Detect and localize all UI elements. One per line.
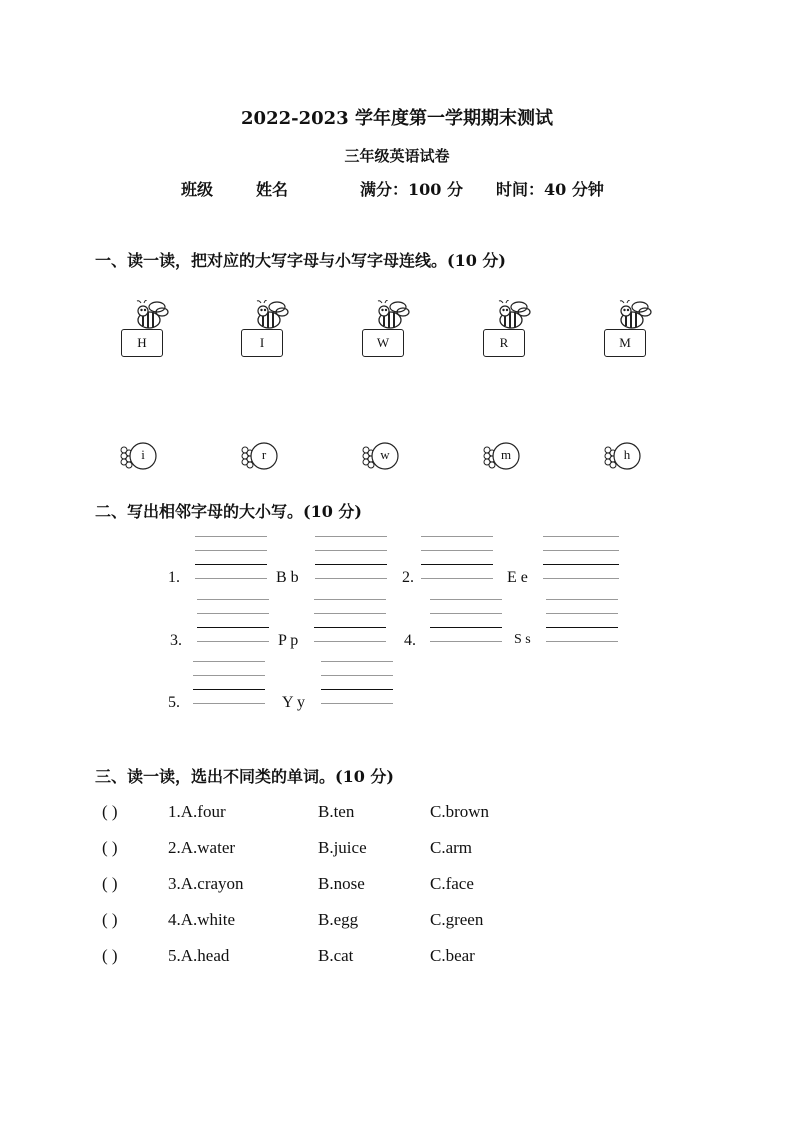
writing-lines[interactable] — [421, 536, 493, 581]
lowercase-letter: w — [380, 447, 390, 462]
lowercase-card[interactable] — [361, 441, 421, 477]
writing-lines[interactable] — [197, 599, 269, 644]
option-c: C.green — [430, 910, 484, 929]
option-c: C.brown — [430, 802, 490, 821]
option-c: C.face — [430, 874, 474, 893]
answer-blank[interactable]: ( ) — [102, 946, 118, 965]
lowercase-letter: h — [623, 447, 631, 462]
section-1-title: 一、读一读，把对应的大写字母与小写字母连线。(10 分) — [95, 251, 506, 270]
letter-pair: Y y — [282, 694, 305, 711]
writing-lines[interactable] — [543, 536, 619, 581]
answer-blank[interactable]: ( ) — [102, 802, 118, 821]
uppercase-letter: W — [362, 329, 404, 357]
option-a: 4.A.white — [168, 910, 236, 929]
option-b: B.juice — [318, 838, 367, 857]
item-number: 1. — [168, 569, 180, 586]
option-b: B.cat — [318, 946, 354, 965]
uppercase-letter: I — [241, 329, 283, 357]
writing-lines[interactable] — [314, 599, 386, 644]
uppercase-card[interactable] — [241, 300, 301, 360]
time-label: 时间：40 分钟 — [496, 180, 604, 199]
lowercase-card[interactable] — [603, 441, 663, 477]
bee-icon — [255, 300, 289, 332]
bee-icon — [135, 300, 169, 332]
letter-pair: B b — [276, 569, 299, 586]
answer-blank[interactable]: ( ) — [102, 910, 118, 929]
uppercase-letter: M — [604, 329, 646, 357]
writing-lines[interactable] — [546, 599, 618, 644]
lowercase-card[interactable] — [119, 441, 179, 477]
item-number: 3. — [170, 632, 182, 649]
option-a: 1.A.four — [168, 802, 226, 821]
lowercase-letter: m — [500, 447, 512, 462]
item-number: 4. — [404, 632, 416, 649]
lowercase-letter: r — [261, 447, 267, 462]
letter-pair: E e — [507, 569, 528, 586]
option-b: B.nose — [318, 874, 365, 893]
writing-lines[interactable] — [195, 536, 267, 581]
lowercase-letter: i — [141, 447, 145, 462]
uppercase-letter: H — [121, 329, 163, 357]
section-3-title: 三、读一读，选出不同类的单词。(10 分) — [95, 767, 394, 786]
writing-lines[interactable] — [430, 599, 502, 644]
answer-blank[interactable]: ( ) — [102, 874, 118, 893]
writing-lines[interactable] — [315, 536, 387, 581]
answer-blank[interactable]: ( ) — [102, 838, 118, 857]
name-label: 姓名 — [256, 180, 289, 199]
lowercase-card[interactable] — [482, 441, 542, 477]
writing-lines[interactable] — [321, 661, 393, 706]
option-c: C.arm — [430, 838, 473, 857]
class-label: 班级 — [181, 180, 214, 199]
item-number: 2. — [402, 569, 414, 586]
uppercase-card[interactable] — [121, 300, 181, 360]
section-2-title: 二、写出相邻字母的大小写。(10 分) — [95, 502, 362, 521]
option-b: B.ten — [318, 802, 355, 821]
option-b: B.egg — [318, 910, 359, 929]
option-c: C.bear — [430, 946, 475, 965]
bee-icon — [497, 300, 531, 332]
uppercase-card[interactable] — [362, 300, 422, 360]
score-label: 满分：100 分 — [360, 180, 463, 199]
lowercase-card[interactable] — [240, 441, 300, 477]
exam-title: 2022-2023 学年度第一学期期末测试 — [241, 108, 553, 129]
uppercase-card[interactable] — [604, 300, 664, 360]
option-a: 5.A.head — [168, 946, 230, 965]
letter-pair: P p — [278, 632, 299, 649]
bee-icon — [618, 300, 652, 332]
option-a: 2.A.water — [168, 838, 236, 857]
uppercase-letter: R — [483, 329, 525, 357]
exam-subtitle: 三年级英语试卷 — [344, 147, 450, 165]
uppercase-card[interactable] — [483, 300, 543, 360]
item-number: 5. — [168, 694, 180, 711]
letter-pair: S s — [514, 632, 531, 647]
bee-icon — [376, 300, 410, 332]
option-a: 3.A.crayon — [168, 874, 244, 893]
writing-lines[interactable] — [193, 661, 265, 706]
